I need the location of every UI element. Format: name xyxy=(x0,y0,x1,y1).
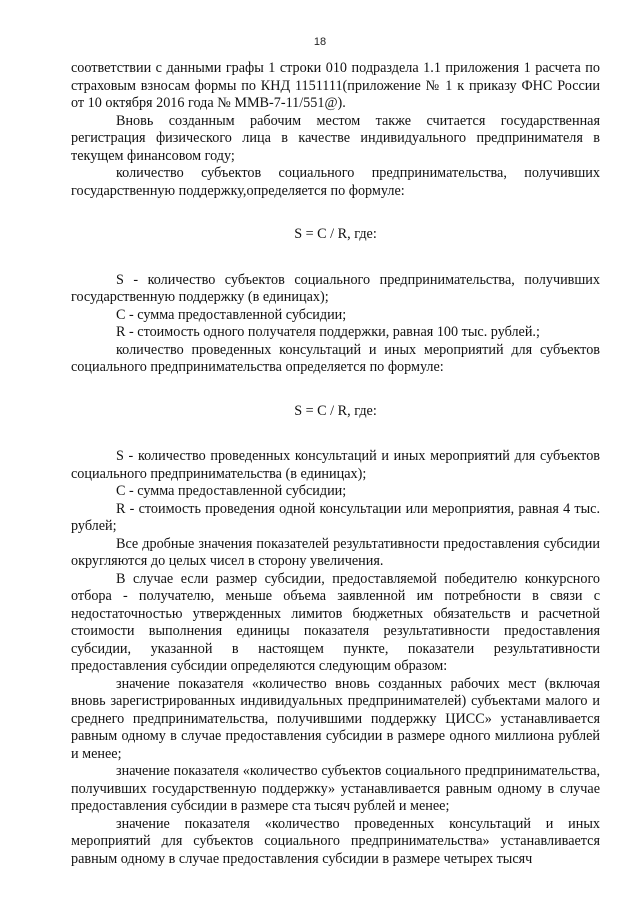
paragraph-consultations-intro: количество проведенных консультаций и иных мероприятий для субъектов социального предпринимательства определяется по формуле: xyxy=(71,341,600,375)
formula-social-entities: S = C / R, где: xyxy=(294,226,377,242)
definition-r-consultation-cost: R - стоимость проведения одной консультации или мероприятия, равная 4 тыс. рублей; xyxy=(71,500,600,534)
paragraph-new-workplace: Вновь созданным рабочим местом также считается государственная регистрация физического лица в качестве индивидуального предпринимателя в текущем финансовом году; xyxy=(71,112,600,164)
document-body xyxy=(71,60,600,868)
definition-r-recipient-cost: R - стоимость одного получателя поддержки, равная 100 тыс. рублей.; xyxy=(116,324,540,340)
definition-s-entities: S - количество субъектов социального предпринимательства, получивших государственную поддержку (в единицах); xyxy=(71,271,600,305)
definition-s-consultations: S - количество проведенных консультаций и иных мероприятий для субъектов социального предпринимательства (в единицах); xyxy=(71,448,600,482)
paragraph-indicator-consultations: значение показателя «количество проведенных консультаций и иных мероприятий для субъектов социального предпринимательства» устанавливается равным одному в случае предоставления субсидии в размере четырех тысяч xyxy=(71,815,600,867)
paragraph-continuation: соответствии с данными графы 1 строки 010 подраздела 1.1 приложения 1 расчета по страховым взносам формы по КНД 1151111(приложение № 1 к приказу ФНС России от 10 октября 2016 года № ММВ-7-11/551@). xyxy=(71,60,600,111)
page-number: 18 xyxy=(313,36,327,48)
definition-c-subsidy: C - сумма предоставленной субсидии; xyxy=(116,306,347,323)
paragraph-social-entities-intro: количество субъектов социального предпринимательства, получивших государственную поддержку,определяется по формуле: xyxy=(71,165,600,199)
formula-consultations: S = C / R, где: xyxy=(294,402,377,419)
paragraph-rounding: Все дробные значения показателей результативности предоставления субсидии округляются до целых чисел в сторону увеличения. xyxy=(71,535,600,569)
paragraph-indicator-workplaces: значение показателя «количество вновь созданных рабочих мест (включая вновь зарегистрированных индивидуальных предпринимателей) субъектами малого и среднего предпринимательства, получившими поддержку ЦИСС» устанавливается равным одному в случае предоставления субсидии в размере одного миллиона рублей и менее; xyxy=(71,675,600,762)
definition-c-subsidy-2: C - сумма предоставленной субсидии; xyxy=(116,483,347,499)
paragraph-indicator-social-entities: значение показателя «количество субъектов социального предпринимательства, получивших государственную поддержку» устанавливается равным одному в случае предоставления субсидии в размере ста тысяч рублей и менее; xyxy=(71,763,600,814)
paragraph-insufficient-subsidy: В случае если размер субсидии, предоставляемой победителю конкурсного отбора - получателю, меньше объема заявленной им потребности в связи с недостаточностью утвержденных лимитов бюджетных обязательств и расчетной стоимости выполнения единицы показателя результативности предоставления субсидии, указанной в настоящем пункте, показатели результативности предоставления субсидии определяются следующим образом: xyxy=(71,570,600,674)
